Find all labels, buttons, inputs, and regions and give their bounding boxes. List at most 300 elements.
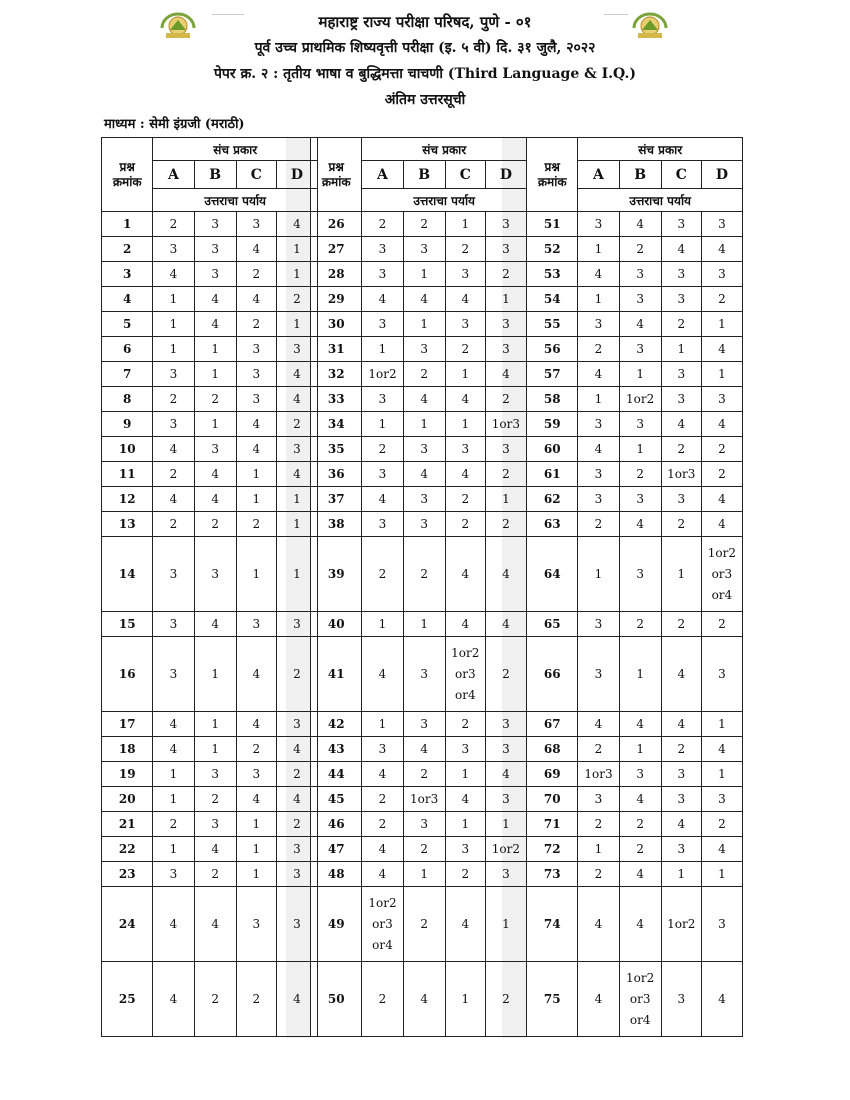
table-row <box>311 837 527 862</box>
answer-cell: 2 <box>701 437 742 462</box>
question-number: 23 <box>102 862 153 887</box>
question-number-header: प्रश्न क्रमांक <box>311 138 362 212</box>
answer-cell: 3 <box>236 612 276 637</box>
answer-cell: 4 <box>619 512 661 537</box>
answer-cell: 2 <box>236 312 276 337</box>
set-letter-header: C <box>445 161 485 189</box>
answer-cell: 3 <box>194 212 236 237</box>
board-title: महाराष्ट्र राज्य परीक्षा परिषद, पुणे - ०१ <box>318 13 532 31</box>
answer-cell: 3 <box>236 337 276 362</box>
answer-cell: 2 <box>578 337 619 362</box>
table-row <box>311 637 527 712</box>
answer-cell: 4 <box>578 362 619 387</box>
table-row <box>311 862 527 887</box>
table-row <box>311 462 527 487</box>
answer-cell: 4 <box>445 537 485 612</box>
answer-cell: 3 <box>403 512 445 537</box>
answer-cell: 1 <box>445 412 485 437</box>
answer-cell: 2 <box>403 362 445 387</box>
answer-cell: 2 <box>485 387 526 412</box>
table-row <box>311 962 527 1037</box>
question-number: 3 <box>102 262 153 287</box>
answer-cell: 3 <box>153 612 194 637</box>
table-row <box>527 262 743 287</box>
set-letter-header: B <box>194 161 236 189</box>
table-row <box>527 787 743 812</box>
answer-cell: 1 <box>619 637 661 712</box>
answer-cell: 3 <box>485 337 526 362</box>
answer-cell: 2 <box>485 262 526 287</box>
table-row <box>527 212 743 237</box>
question-number: 60 <box>527 437 578 462</box>
answer-cell: 3 <box>661 837 701 862</box>
question-number: 66 <box>527 637 578 712</box>
answer-cell: 4 <box>236 412 276 437</box>
answer-cell: 1 <box>403 612 445 637</box>
answer-cell: 1 <box>276 312 317 337</box>
answer-cell: 2 <box>236 512 276 537</box>
answer-cell: 2 <box>403 212 445 237</box>
answer-cell: 4 <box>619 862 661 887</box>
answer-cell: 1 <box>362 412 403 437</box>
answer-cell: 4 <box>236 712 276 737</box>
answer-cell: 2 <box>403 887 445 962</box>
answer-cell: 1 <box>276 537 317 612</box>
question-number: 14 <box>102 537 153 612</box>
answer-cell: 3 <box>578 487 619 512</box>
answer-cell: 3 <box>403 637 445 712</box>
table-row <box>311 537 527 612</box>
answer-cell: 3 <box>661 287 701 312</box>
answer-cell: 4 <box>153 487 194 512</box>
table-row <box>311 337 527 362</box>
answer-cell: 4 <box>403 287 445 312</box>
answer-cell: 3 <box>276 337 317 362</box>
answer-cell: 1 <box>403 412 445 437</box>
question-number: 19 <box>102 762 153 787</box>
answer-cell: 3 <box>701 212 742 237</box>
question-number: 11 <box>102 462 153 487</box>
answer-cell: 3 <box>236 387 276 412</box>
answer-key-table <box>310 137 527 1037</box>
answer-cell: 4 <box>701 837 742 862</box>
question-number: 52 <box>527 237 578 262</box>
question-number: 51 <box>527 212 578 237</box>
question-number: 22 <box>102 837 153 862</box>
answer-cell: 3 <box>619 337 661 362</box>
answer-cell: 1or3 <box>485 412 526 437</box>
answer-cell: 2 <box>362 437 403 462</box>
answer-cell: 4 <box>403 387 445 412</box>
answer-cell: 3 <box>701 262 742 287</box>
answer-cell: 1 <box>619 737 661 762</box>
answer-cell: 3 <box>194 812 236 837</box>
answer-cell: 1 <box>445 362 485 387</box>
question-number: 41 <box>311 637 362 712</box>
question-number: 44 <box>311 762 362 787</box>
answer-cell: 2 <box>445 512 485 537</box>
question-number: 39 <box>311 537 362 612</box>
question-number: 6 <box>102 337 153 362</box>
answer-cell: 3 <box>578 637 619 712</box>
table-row <box>527 537 743 612</box>
answer-cell: 2 <box>485 637 526 712</box>
question-number: 68 <box>527 737 578 762</box>
answer-cell: 3 <box>661 362 701 387</box>
answer-cell: 3 <box>362 512 403 537</box>
answer-cell: 3 <box>619 537 661 612</box>
table-row <box>102 512 318 537</box>
answer-cell: 1 <box>153 337 194 362</box>
answer-cell: 3 <box>153 362 194 387</box>
answer-cell: 1 <box>701 862 742 887</box>
question-number: 21 <box>102 812 153 837</box>
table-row <box>102 787 318 812</box>
table-row <box>102 637 318 712</box>
answer-cell: 3 <box>403 812 445 837</box>
question-number: 65 <box>527 612 578 637</box>
question-number: 55 <box>527 312 578 337</box>
answer-cell: 4 <box>153 262 194 287</box>
answer-cell: 1or3 <box>578 762 619 787</box>
question-number: 2 <box>102 237 153 262</box>
answer-cell: 1 <box>236 487 276 512</box>
answer-cell: 1 <box>619 362 661 387</box>
question-number: 9 <box>102 412 153 437</box>
table-row <box>311 287 527 312</box>
table-row <box>102 762 318 787</box>
answer-cell: 1 <box>276 262 317 287</box>
answer-cell: 4 <box>701 337 742 362</box>
answer-cell: 1 <box>701 362 742 387</box>
table-row <box>527 962 743 1037</box>
answer-cell: 3 <box>276 887 317 962</box>
table-row <box>527 737 743 762</box>
answer-cell: 4 <box>661 812 701 837</box>
answer-cell: 4 <box>578 437 619 462</box>
answer-cell: 3 <box>701 787 742 812</box>
question-number-header: प्रश्न क्रमांक <box>527 138 578 212</box>
question-number: 54 <box>527 287 578 312</box>
table-row <box>102 237 318 262</box>
answer-cell: 4 <box>153 887 194 962</box>
answer-cell: 4 <box>661 637 701 712</box>
answer-cell: 2 <box>619 462 661 487</box>
set-type-header: संच प्रकार <box>362 138 527 161</box>
answer-cell: 2 <box>619 837 661 862</box>
answer-cell: 1 <box>153 762 194 787</box>
question-number: 38 <box>311 512 362 537</box>
answer-cell: 1or3 <box>661 462 701 487</box>
answer-cell: 2 <box>236 962 276 1037</box>
question-number: 4 <box>102 287 153 312</box>
answer-cell: 3 <box>619 762 661 787</box>
answer-cell: 3 <box>661 262 701 287</box>
answer-cell: 2 <box>701 462 742 487</box>
question-number: 43 <box>311 737 362 762</box>
answer-cell: 1 <box>701 712 742 737</box>
answer-cell: 3 <box>485 237 526 262</box>
set-type-header: संच प्रकार <box>153 138 318 161</box>
answer-cell: 2 <box>403 762 445 787</box>
table-row <box>102 212 318 237</box>
answer-cell: 4 <box>194 487 236 512</box>
answer-cell: 1 <box>578 537 619 612</box>
answer-cell: 1 <box>661 862 701 887</box>
answer-cell: 3 <box>362 262 403 287</box>
answer-cell: 1 <box>194 412 236 437</box>
answer-cell: 2 <box>153 212 194 237</box>
answer-cell: 4 <box>445 462 485 487</box>
answer-cell: 3 <box>403 437 445 462</box>
answer-cell: 2 <box>276 287 317 312</box>
answer-cell: 3 <box>578 787 619 812</box>
answer-cell: 1or2 or3 or4 <box>445 637 485 712</box>
table-row <box>311 387 527 412</box>
question-number: 34 <box>311 412 362 437</box>
answer-cell: 3 <box>619 412 661 437</box>
answer-cell: 1 <box>445 212 485 237</box>
answer-cell: 3 <box>276 862 317 887</box>
answer-cell: 2 <box>276 412 317 437</box>
answer-cell: 3 <box>485 437 526 462</box>
table-row <box>311 737 527 762</box>
question-number: 58 <box>527 387 578 412</box>
answer-cell: 2 <box>194 862 236 887</box>
answer-cell: 3 <box>362 237 403 262</box>
question-number: 45 <box>311 787 362 812</box>
answer-cell: 3 <box>194 762 236 787</box>
question-number: 72 <box>527 837 578 862</box>
table-row <box>311 237 527 262</box>
answer-cell: 2 <box>578 812 619 837</box>
answer-cell: 3 <box>578 212 619 237</box>
table-row <box>527 237 743 262</box>
answer-cell: 4 <box>276 212 317 237</box>
answer-cell: 3 <box>403 487 445 512</box>
table-row <box>311 512 527 537</box>
question-number: 18 <box>102 737 153 762</box>
answer-cell: 1 <box>236 462 276 487</box>
table-row <box>527 362 743 387</box>
table-row <box>102 862 318 887</box>
answer-cell: 2 <box>701 287 742 312</box>
answer-cell: 2 <box>403 537 445 612</box>
answer-option-header: उत्तराचा पर्याय <box>153 189 318 212</box>
answer-cell: 2 <box>362 962 403 1037</box>
question-number: 73 <box>527 862 578 887</box>
answer-cell: 4 <box>619 712 661 737</box>
answer-cell: 4 <box>445 787 485 812</box>
answer-cell: 3 <box>701 387 742 412</box>
answer-cell: 3 <box>661 762 701 787</box>
document-title: अंतिम उत्तरसूची <box>384 92 466 108</box>
answer-cell: 4 <box>194 462 236 487</box>
medium-label: माध्यम : सेमी इंग्रजी (मराठी) <box>104 117 245 132</box>
answer-cell: 4 <box>362 837 403 862</box>
answer-cell: 4 <box>276 962 317 1037</box>
answer-cell: 3 <box>661 487 701 512</box>
answer-option-header: उत्तराचा पर्याय <box>578 189 743 212</box>
answer-cell: 2 <box>236 737 276 762</box>
answer-cell: 4 <box>445 887 485 962</box>
answer-cell: 2 <box>194 387 236 412</box>
answer-cell: 1 <box>661 537 701 612</box>
table-row <box>102 537 318 612</box>
answer-cell: 1or2 or3 or4 <box>619 962 661 1037</box>
answer-cell: 2 <box>276 637 317 712</box>
question-number: 36 <box>311 462 362 487</box>
question-number: 33 <box>311 387 362 412</box>
answer-cell: 1 <box>485 812 526 837</box>
table-row <box>102 262 318 287</box>
answer-cell: 1or2 or3 or4 <box>362 887 403 962</box>
answer-cell: 1or2 <box>619 387 661 412</box>
answer-cell: 3 <box>485 312 526 337</box>
answer-cell: 4 <box>362 487 403 512</box>
question-number: 35 <box>311 437 362 462</box>
answer-cell: 4 <box>194 312 236 337</box>
table-row <box>311 612 527 637</box>
question-number: 61 <box>527 462 578 487</box>
answer-cell: 3 <box>276 612 317 637</box>
answer-cell: 4 <box>578 887 619 962</box>
table-row <box>102 387 318 412</box>
answer-key-table <box>526 137 743 1037</box>
answer-cell: 2 <box>701 812 742 837</box>
answer-cell: 4 <box>153 437 194 462</box>
set-letter-header: A <box>362 161 403 189</box>
table-row <box>527 762 743 787</box>
table-row <box>527 612 743 637</box>
answer-cell: 4 <box>194 887 236 962</box>
table-row <box>102 287 318 312</box>
table-row <box>311 712 527 737</box>
question-number: 53 <box>527 262 578 287</box>
answer-cell: 4 <box>701 737 742 762</box>
question-number: 7 <box>102 362 153 387</box>
answer-cell: 3 <box>701 887 742 962</box>
answer-cell: 4 <box>236 637 276 712</box>
answer-cell: 1or2 <box>485 837 526 862</box>
answer-cell: 3 <box>445 312 485 337</box>
question-number: 28 <box>311 262 362 287</box>
set-letter-header: B <box>619 161 661 189</box>
answer-cell: 4 <box>276 362 317 387</box>
answer-cell: 4 <box>701 512 742 537</box>
answer-cell: 1 <box>276 487 317 512</box>
answer-cell: 1 <box>578 837 619 862</box>
answer-cell: 1 <box>153 287 194 312</box>
answer-cell: 2 <box>362 812 403 837</box>
answer-cell: 3 <box>276 837 317 862</box>
answer-cell: 1 <box>153 787 194 812</box>
answer-cell: 1 <box>578 287 619 312</box>
question-number: 40 <box>311 612 362 637</box>
question-number: 26 <box>311 212 362 237</box>
table-row <box>527 337 743 362</box>
answer-cell: 4 <box>485 612 526 637</box>
table-row <box>102 412 318 437</box>
answer-cell: 4 <box>194 837 236 862</box>
answer-cell: 3 <box>362 462 403 487</box>
answer-cell: 1 <box>485 287 526 312</box>
answer-cell: 1 <box>194 337 236 362</box>
answer-cell: 2 <box>153 387 194 412</box>
set-type-header: संच प्रकार <box>578 138 743 161</box>
question-number: 5 <box>102 312 153 337</box>
answer-option-header: उत्तराचा पर्याय <box>362 189 527 212</box>
answer-cell: 1 <box>276 237 317 262</box>
answer-cell: 3 <box>276 712 317 737</box>
answer-cell: 2 <box>485 962 526 1037</box>
answer-cell: 1 <box>236 812 276 837</box>
answer-cell: 1 <box>578 237 619 262</box>
table-row <box>311 787 527 812</box>
answer-cell: 1 <box>362 712 403 737</box>
answer-cell: 3 <box>485 787 526 812</box>
answer-cell: 2 <box>153 462 194 487</box>
table-row <box>102 737 318 762</box>
question-number: 59 <box>527 412 578 437</box>
table-row <box>102 362 318 387</box>
set-letter-header: D <box>701 161 742 189</box>
answer-cell: 4 <box>661 712 701 737</box>
table-row <box>102 437 318 462</box>
answer-cell: 4 <box>619 787 661 812</box>
table-row <box>527 812 743 837</box>
set-letter-header: B <box>403 161 445 189</box>
answer-cell: 4 <box>276 387 317 412</box>
answer-cell: 4 <box>701 962 742 1037</box>
answer-cell: 3 <box>194 262 236 287</box>
answer-cell: 4 <box>661 412 701 437</box>
table-row <box>527 712 743 737</box>
answer-cell: 3 <box>578 412 619 437</box>
answer-cell: 3 <box>661 787 701 812</box>
table-row <box>527 837 743 862</box>
table-row <box>311 212 527 237</box>
question-number: 16 <box>102 637 153 712</box>
table-row <box>311 887 527 962</box>
set-letter-header: C <box>236 161 276 189</box>
answer-cell: 2 <box>445 237 485 262</box>
answer-cell: 3 <box>445 737 485 762</box>
answer-cell: 2 <box>445 712 485 737</box>
answer-cell: 4 <box>445 612 485 637</box>
question-number: 25 <box>102 962 153 1037</box>
question-number-header: प्रश्न क्रमांक <box>102 138 153 212</box>
answer-cell: 3 <box>619 262 661 287</box>
answer-cell: 1 <box>194 637 236 712</box>
answer-cell: 4 <box>445 387 485 412</box>
answer-cell: 1 <box>194 712 236 737</box>
answer-cell: 3 <box>362 737 403 762</box>
question-number: 63 <box>527 512 578 537</box>
answer-cell: 1 <box>236 862 276 887</box>
question-number: 67 <box>527 712 578 737</box>
paper-title: पेपर क्र. २ : तृतीय भाषा व बुद्धिमत्ता चाचणी (Third Language & I.Q.) <box>213 66 637 82</box>
table-row <box>311 312 527 337</box>
answer-cell: 3 <box>578 612 619 637</box>
question-number: 64 <box>527 537 578 612</box>
answer-cell: 4 <box>362 762 403 787</box>
answer-cell: 2 <box>578 512 619 537</box>
table-row <box>102 337 318 362</box>
answer-cell: 4 <box>276 737 317 762</box>
answer-cell: 2 <box>403 837 445 862</box>
table-row <box>311 762 527 787</box>
